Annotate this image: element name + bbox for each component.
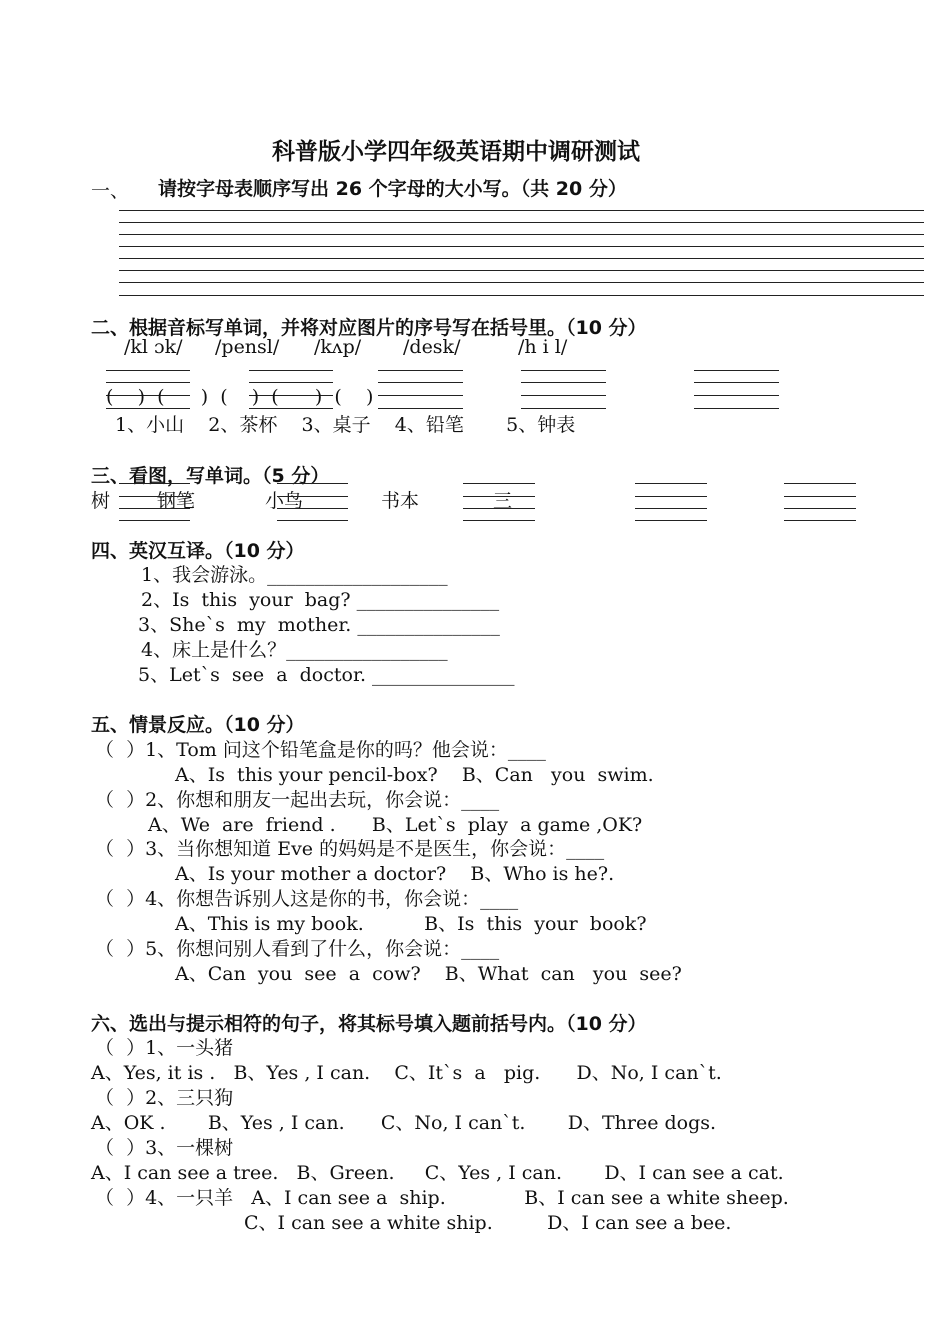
situation-q1-options: A、Is this your pencil-box? B、Can you swim.	[175, 764, 654, 786]
word-tree: 树	[91, 490, 111, 512]
page-title: 科普版小学四年级英语期中调研测试	[272, 139, 640, 165]
word-book: 书本	[381, 490, 420, 512]
translation-item-1: 1、我会游泳。___________________	[141, 564, 448, 586]
phonetic-2: /pensl/	[215, 336, 280, 358]
translation-item-3: 3、She`s my mother. _______________	[138, 614, 500, 636]
situation-q3-options: A、Is your mother a doctor? B、Who is he?.	[175, 863, 615, 885]
choice-q4: （ ）4、一只羊 A、I can see a ship. B、I can see a white sheep.	[95, 1187, 789, 1209]
translation-item-2: 2、Is this your bag? _______________	[141, 589, 500, 611]
section-4-heading: 四、英汉互译。（10 分）	[91, 540, 305, 562]
choice-q4-options: C、I can see a white ship. D、I can see a bee.	[244, 1212, 732, 1234]
phonetic-5: /h i l/	[518, 336, 568, 358]
choice-q2-options: A、OK . B、Yes , I can. C、No, I can`t. D、Three dogs.	[91, 1112, 717, 1134]
section-2-heading: 二、根据音标写单词，并将对应图片的序号写在括号里。（10 分）	[91, 317, 647, 339]
section-1-number: 一、	[91, 180, 130, 202]
situation-q5: （ ）5、你想问别人看到了什么，你会说：____	[95, 938, 500, 960]
choice-q1: （ ）1、一头猪	[95, 1037, 234, 1059]
answer-brackets: ( ) ( ) ( ) ( ) ( )	[106, 386, 374, 408]
translation-item-5: 5、Let`s see a doctor. _______________	[138, 664, 515, 686]
situation-q4-options: A、This is my book. B、Is this your book?	[175, 913, 647, 935]
choice-q2: （ ）2、三只狗	[95, 1087, 234, 1109]
section-6-heading: 六、选出与提示相符的句子，将其标号填入题前括号内。（10 分）	[91, 1013, 647, 1035]
choice-q3-options: A、I can see a tree. B、Green. C、Yes , I can. D、I can see a cat.	[91, 1162, 784, 1184]
situation-q1: （ ）1、Tom 问这个铅笔盒是你的吗？他会说：____	[95, 739, 546, 761]
word-three: 三	[493, 490, 513, 512]
phonetic-1: /kl ɔk/	[124, 336, 183, 358]
situation-q4: （ ）4、你想告诉别人这是你的书，你会说：____	[95, 888, 519, 910]
situation-q3: （ ）3、当你想知道 Eve 的妈妈是不是医生，你会说：____	[95, 838, 605, 860]
choice-q3: （ ）3、一棵树	[95, 1137, 234, 1159]
picture-options: 1、小山 2、茶杯 3、桌子 4、铅笔 5、钟表	[115, 414, 576, 436]
section-1-heading: 请按字母表顺序写出 26 个字母的大小写。（共 20 分）	[158, 178, 627, 200]
phonetic-4: /desk/	[403, 336, 461, 358]
situation-q2: （ ）2、你想和朋友一起出去玩，你会说：____	[95, 789, 500, 811]
word-pen: 钢笔	[157, 490, 196, 512]
phonetic-3: /kʌp/	[314, 336, 362, 358]
choice-q1-options: A、Yes, it is . B、Yes , I can. C、It`s a pig. D、No, I can`t.	[91, 1062, 722, 1084]
translation-item-4: 4、床上是什么？_________________	[141, 639, 448, 661]
section-5-heading: 五、情景反应。（10 分）	[91, 714, 305, 736]
word-bird: 小鸟	[265, 490, 304, 512]
section-3-heading: 三、看图，写单词。（5 分）	[91, 465, 330, 487]
situation-q5-options: A、Can you see a cow? B、What can you see?	[175, 963, 682, 985]
situation-q2-options: A、We are friend . B、Let`s play a game ,OK?	[148, 814, 643, 836]
